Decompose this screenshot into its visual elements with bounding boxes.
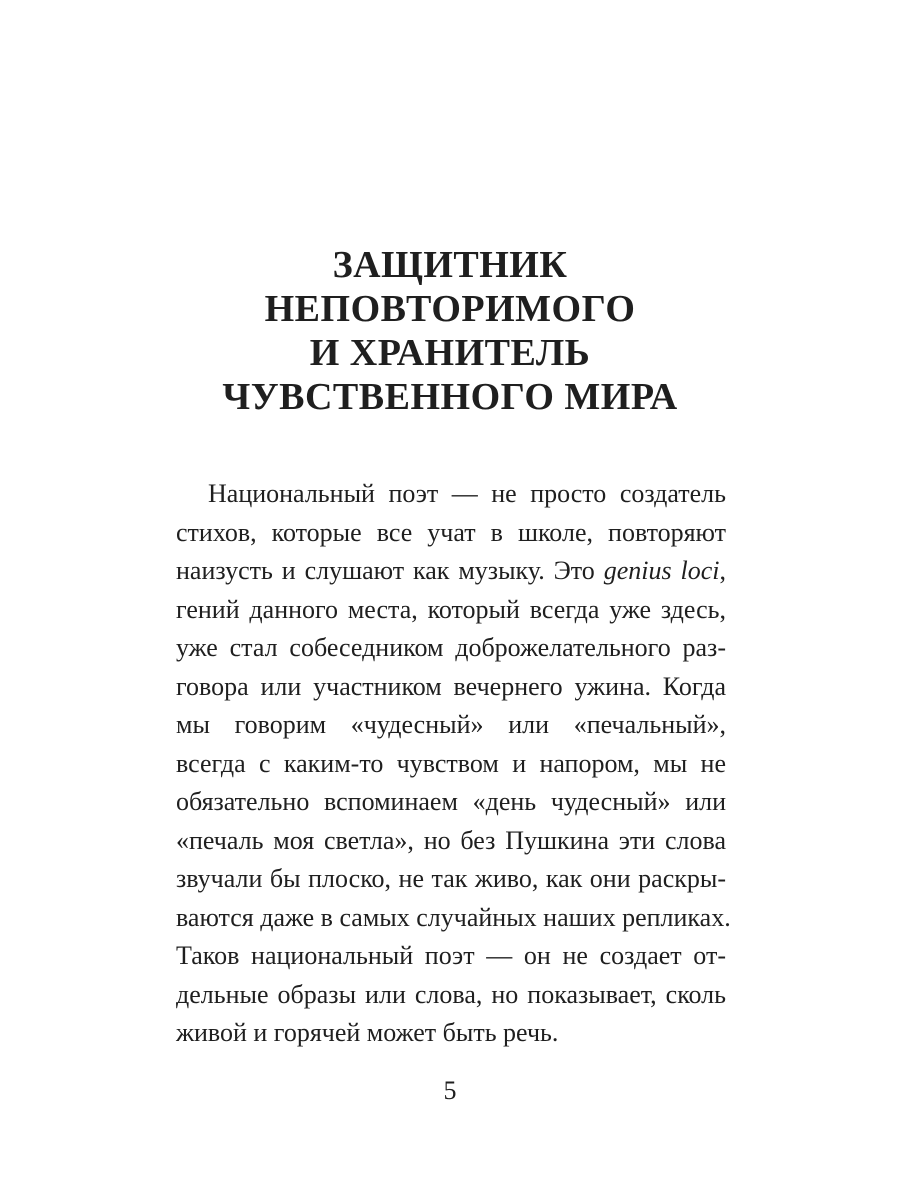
chapter-title-line: НЕПОВТОРИМОГО <box>264 288 636 330</box>
page-number: 5 <box>443 1076 457 1105</box>
paragraph-line: ваются даже в самых случайных наших репликах. <box>176 902 731 932</box>
latin-phrase: genius loci <box>603 556 720 585</box>
paragraph-line: «печаль моя светла», но без Пушкина эти слова <box>176 825 726 855</box>
paragraph-line: живой и горячей может быть речь. <box>176 1018 559 1047</box>
paragraph-line: Национальный поэт — не просто создатель <box>208 479 726 508</box>
chapter-title-line: ЧУВСТВЕННОГО МИРА <box>222 376 678 418</box>
chapter-title <box>0 243 900 419</box>
body-paragraph <box>176 475 731 1053</box>
paragraph-line: всегда с каким-то чувством и напором, мы не <box>176 748 726 778</box>
chapter-title-line: ЗАЩИТНИК <box>332 244 568 286</box>
paragraph-line: гений данного места, который всегда уже здесь, <box>176 594 726 624</box>
paragraph-line: звучали бы плоско, не так живо, как они раскры- <box>176 864 726 893</box>
chapter-title-line: И ХРАНИТЕЛЬ <box>309 332 591 374</box>
paragraph-line-text: наизусть и слушают как музыку. Это <box>176 556 604 585</box>
paragraph-line-text: , <box>719 556 727 585</box>
paragraph-line <box>176 552 726 591</box>
paragraph-line: обязательно вспоминаем «день чудесный» или <box>176 787 726 816</box>
paragraph-line: уже стал собеседником доброжелательного раз- <box>176 633 726 662</box>
paragraph-line: стихов, которые все учат в школе, повторяют <box>176 517 726 547</box>
paragraph-line: дельные образы или слова, но показывает, сколь <box>176 979 726 1009</box>
paragraph-line: Таков национальный поэт — он не создает от- <box>176 941 726 970</box>
paragraph-line: мы говорим «чудесный» или «печальный», <box>176 710 726 739</box>
paragraph-line: говора или участником вечернего ужина. Когда <box>176 671 726 701</box>
